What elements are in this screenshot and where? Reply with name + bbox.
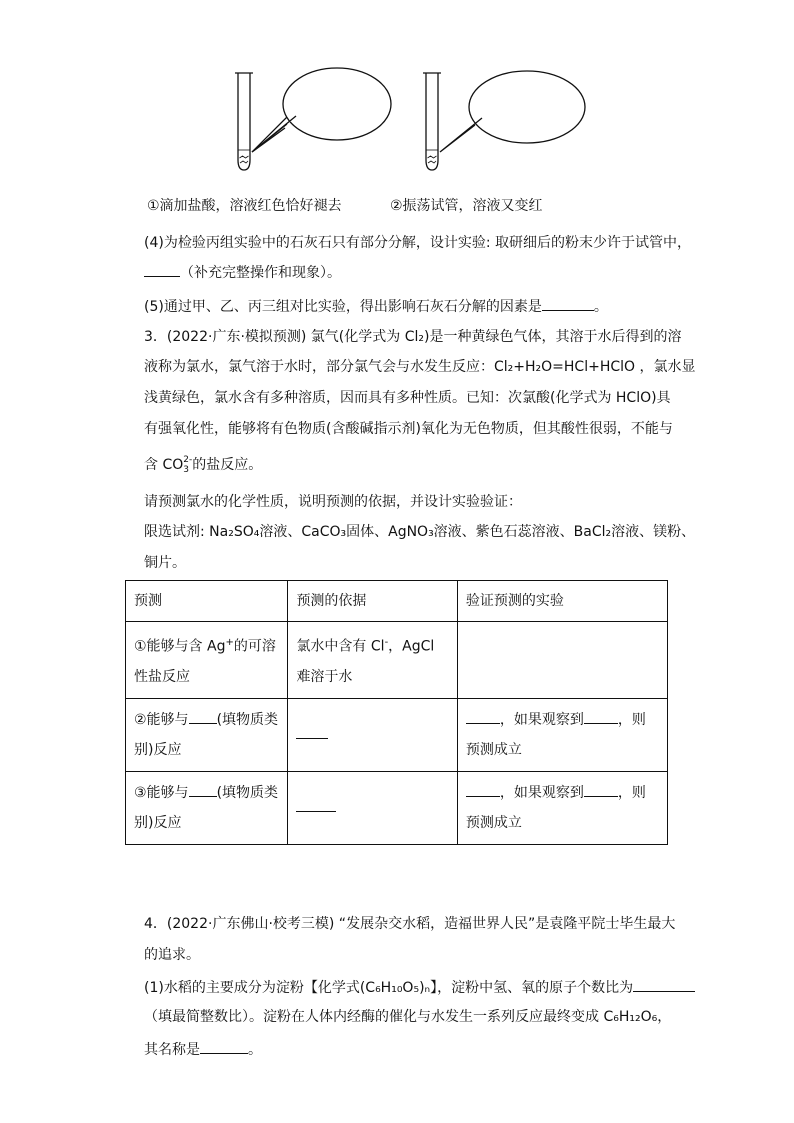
answer-blank[interactable] (584, 709, 618, 724)
prediction-table (125, 580, 668, 845)
answer-blank[interactable] (189, 709, 217, 724)
speech-bubble-1 (252, 68, 391, 152)
table-row (126, 698, 668, 771)
q4-line4: （填最简整数比）。淀粉在人体内经酶的催化与水发生一系列反应最终变成 C₆H₁₂O₆， (144, 1009, 672, 1025)
q3-line8: 铜片。 (144, 555, 186, 571)
table-cell-empty[interactable] (457, 622, 667, 699)
q3-line5: 含 CO 2- 3 的盐反应。 (144, 455, 263, 475)
q3-line4: 有强氧化性，能够将有色物质(含酸碱指示剂)氧化为无色物质，但其酸性很弱，不能与 (144, 421, 673, 437)
table-cell: ①能够与含 Ag+的可溶性盐反应 (126, 622, 288, 699)
table-header: 预测 (126, 581, 288, 622)
table-cell: ，如果观察到 ，则预测成立 (457, 771, 667, 844)
q4-line5: 其名称是 。 (144, 1039, 669, 1060)
q2-part4-line2: （补充完整操作和现象）。 (144, 262, 669, 283)
table-cell: ③能够与 (填物质类别)反应 (126, 771, 288, 844)
table-cell: ②能够与 (填物质类别)反应 (126, 698, 288, 771)
answer-blank[interactable] (466, 782, 500, 797)
test-tube-1 (235, 73, 253, 170)
answer-blank[interactable] (633, 977, 695, 992)
table-cell (288, 771, 457, 844)
answer-blank[interactable] (584, 782, 618, 797)
answer-blank[interactable] (200, 1039, 248, 1054)
q2-part4-line1: (4)为检验丙组实验中的石灰石只有部分分解，设计实验: 取研细后的粉末少许于试管中， (144, 235, 691, 251)
answer-blank[interactable] (542, 296, 594, 311)
table-header: 预测的依据 (288, 581, 457, 622)
figure-caption-right: ②振荡试管，溶液又变红 (390, 198, 543, 214)
figure-caption-left: ①滴加盐酸，溶液红色恰好褪去 (147, 198, 342, 214)
answer-blank[interactable] (144, 262, 180, 277)
q3-line3: 浅黄绿色，氯水含有多种溶质，因而具有多种性质。已知：次氯酸(化学式为 HClO)具 (144, 390, 671, 406)
q3-line7: 限选试剂: Na₂SO₄溶液、CaCO₃固体、AgNO₃溶液、紫色石蕊溶液、BaCl₂溶液、镁粉、 (144, 524, 696, 540)
q4-line2: 的追求。 (144, 947, 200, 963)
table-header-row (126, 581, 668, 622)
table-cell: ，如果观察到 ，则预测成立 (457, 698, 667, 771)
q4-line1: 4．(2022·广东佛山·校考三模) “发展杂交水稻，造福世界人民”是袁隆平院士毕生最大 (144, 916, 676, 932)
answer-blank[interactable] (466, 709, 500, 724)
answer-blank[interactable] (296, 724, 328, 739)
q3-line6: 请预测氯水的化学性质，说明预测的依据，并设计实验验证： (144, 494, 522, 510)
q3-line1: 3．(2022·广东·模拟预测) 氯气(化学式为 Cl₂)是一种黄绿色气体，其溶于水后得到的溶 (144, 329, 682, 345)
table-row (126, 771, 668, 844)
speech-bubble-2 (440, 71, 585, 152)
table-cell (288, 698, 457, 771)
q2-part5: (5)通过甲、乙、丙三组对比实验，得出影响石灰石分解的因素是 。 (144, 296, 669, 317)
test-tube-figure (0, 0, 794, 185)
answer-blank[interactable] (189, 782, 217, 797)
answer-blank[interactable] (296, 797, 336, 812)
q4-line3: (1)水稻的主要成分为淀粉【化学式(C₆H₁₀O₅)ₙ】，淀粉中氢、氧的原子个数比为 (144, 977, 669, 998)
table-row (126, 622, 668, 699)
table-header: 验证预测的实验 (457, 581, 667, 622)
table-cell: 氯水中含有 Cl-，AgCl 难溶于水 (288, 622, 457, 699)
test-tube-2 (423, 73, 441, 170)
q3-line2: 液称为氯水，氯气溶于水时，部分氯气会与水发生反应：Cl₂+H₂O=HCl+HClO ，氯水显 (144, 359, 696, 375)
